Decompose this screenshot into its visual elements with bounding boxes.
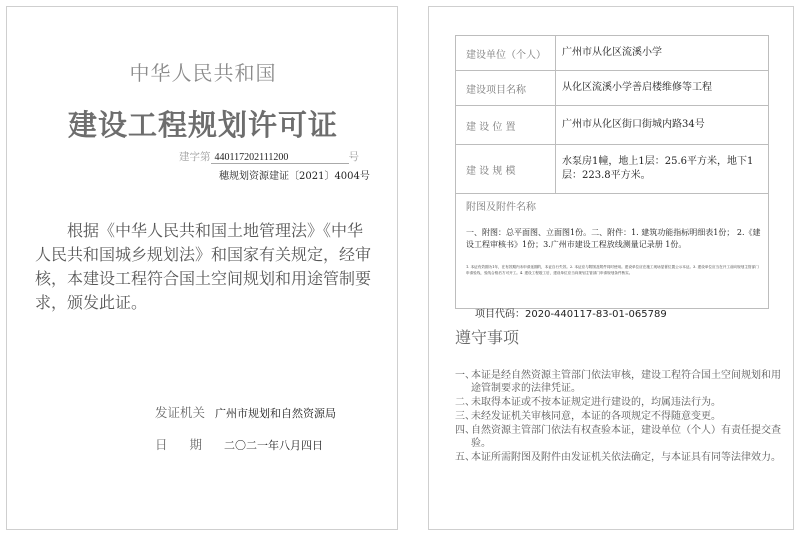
list-item [455,410,785,423]
notes-title: 遵守事项 [455,328,520,347]
date-value: 二〇二一年八月四日 [224,440,324,452]
row-value: 广州市从化区街口街城内路34号 [556,106,769,145]
attachments-fine-print: 1. 本证有效期为1年，在有效期内未申请延期的，本证自行失效。2. 本证应与附图及附件同时使用。建设单位应在施工现场显著位置公示本证。3. 建设单位应当在开工前向规划主管部门申请验线，验线合格后方可开工。4. 建设工程竣工后，建设单位应当向规划主管部门申请规划条件核实。 [466,265,759,275]
row-value: 广州市从化区流溪小学 [556,36,769,71]
permit-left-page [6,6,398,530]
note-number: 一、 [455,370,475,381]
row-label: 建设单位（个人） [456,36,556,71]
country-name: 中华人民共和国 [129,61,277,85]
project-code: 项目代码：2020-440117-83-01-065789 [475,309,667,320]
issuer-value: 广州市规划和自然资源局 [215,408,337,420]
attachments-label: 附图及附件名称 [466,202,536,213]
issuer-row [155,403,336,421]
legal-basis-text: 根据《中华人民共和国土地管理法》《中华人民共和国城乡规划法》和国家有关规定，经审核，本建设工程符合国土空间规划和用途管制要求，颁发此证。 [35,221,372,312]
note-text: 本证所需附图及附件由发证机关依法确定，与本证具有同等法律效力。 [471,452,781,463]
date-label: 日期 [155,437,225,452]
certificate-number-row [179,149,359,164]
date-row [155,435,323,453]
permit-title: 建设工程规划许可证 [67,108,338,142]
note-text: 自然资源主管部门依法有权查验本证，建设单位（个人）有责任提交查验。 [471,425,781,449]
cert-suffix: 号 [348,151,359,163]
table-row [456,106,769,145]
project-info-table [455,35,769,309]
table-row [456,71,769,106]
list-item [455,396,785,409]
list-item [455,451,785,464]
row-value: 从化区流溪小学善启楼维修等工程 [556,71,769,106]
cert-reference: 穗规划资源建证〔2021〕4004号 [219,171,370,182]
list-item [455,424,785,450]
table-row [456,36,769,71]
note-number: 二、 [455,397,475,408]
note-text: 未取得本证或不按本证规定进行建设的，均属违法行为。 [471,397,721,408]
attachments-row [456,194,769,309]
notes-list [455,369,785,465]
cert-prefix: 建字第 [179,151,211,163]
row-label: 建设项目名称 [456,71,556,106]
cert-number: 440117202111200 [211,152,349,164]
note-number: 四、 [455,425,475,436]
note-number: 五、 [455,452,475,463]
issuer-label: 发证机关 [155,405,206,420]
attachments-cell [456,194,769,309]
row-value: 水泵房1幢，地上1层：25.6平方米，地下1层：223.8平方米。 [556,145,769,194]
note-text: 本证是经自然资源主管部门依法审核，建设工程符合国土空间规划和用途管制要求的法律凭证。 [471,370,781,394]
row-label: 建 设 规 模 [456,145,556,194]
note-text: 未经发证机关审核同意，本证的各项规定不得随意变更。 [471,411,721,422]
row-label: 建 设 位 置 [456,106,556,145]
permit-right-page [428,6,794,530]
list-item [455,369,785,395]
note-number: 三、 [455,411,475,422]
table-row [456,145,769,194]
attachments-list: 一、附图：总平面图、立面图1份。二、附件：1. 建筑功能指标明细表1份； 2.《建设工程审核书》1份；3.广州市建设工程放线测量记录册 1份。 [466,228,761,249]
